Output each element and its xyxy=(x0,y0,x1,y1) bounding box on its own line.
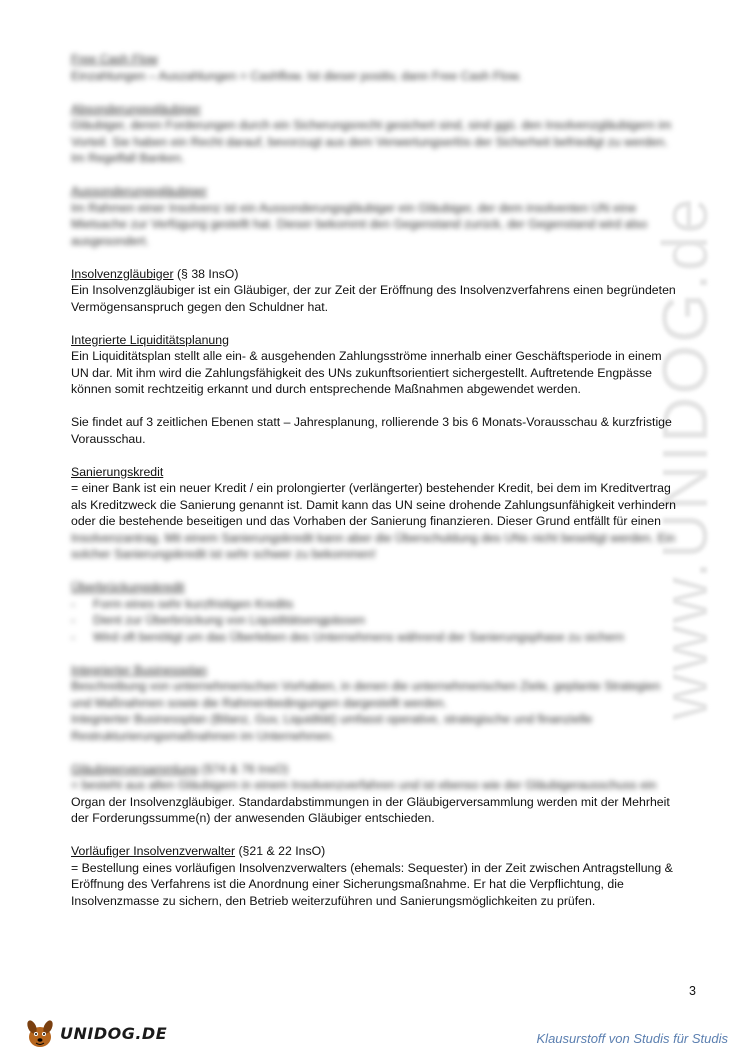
paragraph-line: Mietsache zur Verfügung gestellt hat. Dieser bekommt den Gegenstand zurück, der Gegenstand wird also xyxy=(71,217,648,231)
paragraph-line: Beschreibung von unternehmerischen Vorhaben, in denen die unternehmerischen Ziele, geplante Strategien xyxy=(71,679,661,693)
paragraph-line: Sie findet auf 3 zeitlichen Ebenen statt – Jahresplanung, rollierende 3 bis 6 Monats-Vorausschau & kurzfristige xyxy=(71,415,672,429)
section-heading: Absonderungsgläubiger xyxy=(71,101,201,116)
paragraph-line: können somit rechtzeitig erkannt und durch entsprechende Maßnahmen abgewendet werden. xyxy=(71,382,581,396)
paragraph-line: Insolvenzantrag. Mit einem Sanierungskredit kann aber die Überschuldung des UNs nicht beseitigt werden. Ein xyxy=(71,530,676,545)
paragraph-line: = besteht aus allen Gläubigern in einem Insolvenzverfahren und ist ebenso wie der Gläubigerausschuss ein xyxy=(71,778,657,792)
paragraph-line: = einer Bank ist ein neuer Kredit / ein prolongierter (verlängerter) bestehender Kredit, bei dem im Kreditvertrag xyxy=(71,481,671,495)
section-vorlaeufiger-insolvenzverwalter xyxy=(71,843,696,909)
list-item: - Wird oft benötigt um das Überleben des Unternehmens während der Sanierungsphase zu sichern xyxy=(71,629,625,644)
paragraph-line: Gläubiger, deren Forderungen durch ein Sicherungsrecht gesichert sind, sind ggü. den Insolvenzgläubigern im xyxy=(71,118,672,132)
section-liquiditaetsplanung xyxy=(71,332,696,448)
paragraph-line: oder die bestehende beseitigen und das Vorhaben der Sanierung finanzieren. Dieser Grund entfällt für einen xyxy=(71,514,661,528)
paragraph-line: Ein Insolvenzgläubiger ist ein Gläubiger, der zur Zeit der Eröffnung des Insolvenzverfahrens einen begründeten xyxy=(71,283,676,297)
section-glaeubigerversammlung xyxy=(71,761,696,827)
page-content xyxy=(71,51,696,909)
paragraph-line: Insolvenzmasse zu sichern, den Betrieb weiterzuführen und Sanierungsmöglichkeiten zu prüfen. xyxy=(71,893,596,908)
list-item: - Dient zur Überbrückung von Liquiditätsengpässen xyxy=(71,613,366,627)
paragraph-line: Integrierter Businessplan (Bilanz, Guv, Liquidität) umfasst operative, strategische und finanzielle xyxy=(71,712,593,726)
section-sanierungskredit xyxy=(71,464,696,563)
paragraph-line: Organ der Insolvenzgläubiger. Standardabstimmungen in der Gläubigerversammlung werden mit der Mehrheit xyxy=(71,794,670,809)
paragraph-line: UN dar. Mit ihm wird die Zahlungsfähigkeit des UNs zukunftsorientiert sichergestellt. Auftretende Engpässe xyxy=(71,365,652,380)
paragraph-line: als Kreditzweck die Sanierung genannt ist. Damit kann das UN seine drohende Zahlungsunfähigkeit verhindern xyxy=(71,497,676,512)
paragraph-line: = Bestellung eines vorläufigen Insolvenzverwalters (ehemals: Sequester) in der Zeit zwischen Antragstellung & xyxy=(71,860,673,875)
section-heading: Sanierungskredit xyxy=(71,464,164,479)
section-reference: (§74 & 76 InsO) xyxy=(198,761,289,776)
paragraph-line: Im Rahmen einer Insolvenz ist ein Aussonderungsgläubiger ein Gläubiger, der dem insolventen UN eine xyxy=(71,200,637,215)
paragraph-line: Einzahlungen – Auszahlungen = Cashflow. Ist dieser positiv, dann Free Cash Flow. xyxy=(71,68,522,83)
section-aussonderungsglaeubiger xyxy=(71,183,696,249)
section-insolvenzglaeubiger xyxy=(71,266,696,316)
section-heading: Integrierte Liquiditätsplanung xyxy=(71,332,229,347)
logo[interactable] xyxy=(20,1013,180,1053)
logo-text: UNIDOG.DE xyxy=(60,1024,168,1043)
section-heading: Aussonderungsgläubiger xyxy=(71,184,208,198)
section-free-cash-flow xyxy=(71,51,696,84)
footer-tagline: Klausurstoff von Studis für Studis xyxy=(536,1031,728,1046)
paragraph-line: und Maßnahmen sowie die Rahmenbedingungen dargestellt werden. xyxy=(71,695,447,710)
paragraph-line: ausgesondert. xyxy=(71,233,149,248)
paragraph-line: solcher Sanierungskredit ist sehr schwer zu bekommen! xyxy=(71,547,376,561)
page-number: 3 xyxy=(689,984,696,998)
section-reference: (§ 38 InsO) xyxy=(173,266,239,281)
section-heading: Integrierter Businessplan xyxy=(71,662,208,677)
paragraph-line: Eröffnung des Verfahrens ist die Anordnung einer Sicherungsmaßnahme. Er hat die Verpflichtung, die xyxy=(71,877,624,891)
section-absonderungsglaeubiger xyxy=(71,101,696,167)
section-heading: Gläubigerversammlung xyxy=(71,761,199,776)
paragraph-line: Im Regelfall Banken. xyxy=(71,151,185,165)
section-heading: Vorläufiger Insolvenzverwalter xyxy=(71,844,236,858)
paragraph-line: Vorteil. Sie haben ein Recht darauf, bevorzugt aus dem Verwertungserlös der Sicherheit befriedigt zu werden. xyxy=(71,134,668,149)
section-businessplan xyxy=(71,662,696,745)
paragraph-line: Vorausschau. xyxy=(71,431,146,446)
dog-mascot-icon xyxy=(22,1015,58,1051)
paragraph-line: der Forderungssumme(n) der anwesenden Gläubiger entschieden. xyxy=(71,811,435,825)
section-heading: Überbrückungskredit xyxy=(71,580,185,594)
section-heading: Insolvenzgläubiger xyxy=(71,266,174,281)
list-item: - Form eines sehr kurzfristigen Kredits xyxy=(71,596,294,611)
paragraph-line: Ein Liquiditätsplan stellt alle ein- & ausgehenden Zahlungsströme innerhalb einer Geschäftsperiode in einem xyxy=(71,349,662,363)
watermark: www.UNIDOG.de xyxy=(649,196,721,720)
section-reference: (§21 & 22 InsO) xyxy=(235,844,326,858)
paragraph-line: Restrukturierungsmaßnahmen im Unternehmen. xyxy=(71,728,335,743)
paragraph-line: Vermögensanspruch gegen den Schuldner hat. xyxy=(71,299,329,314)
section-heading: Free Cash Flow xyxy=(71,52,158,66)
section-ueberbrueckungskredit xyxy=(71,579,696,645)
